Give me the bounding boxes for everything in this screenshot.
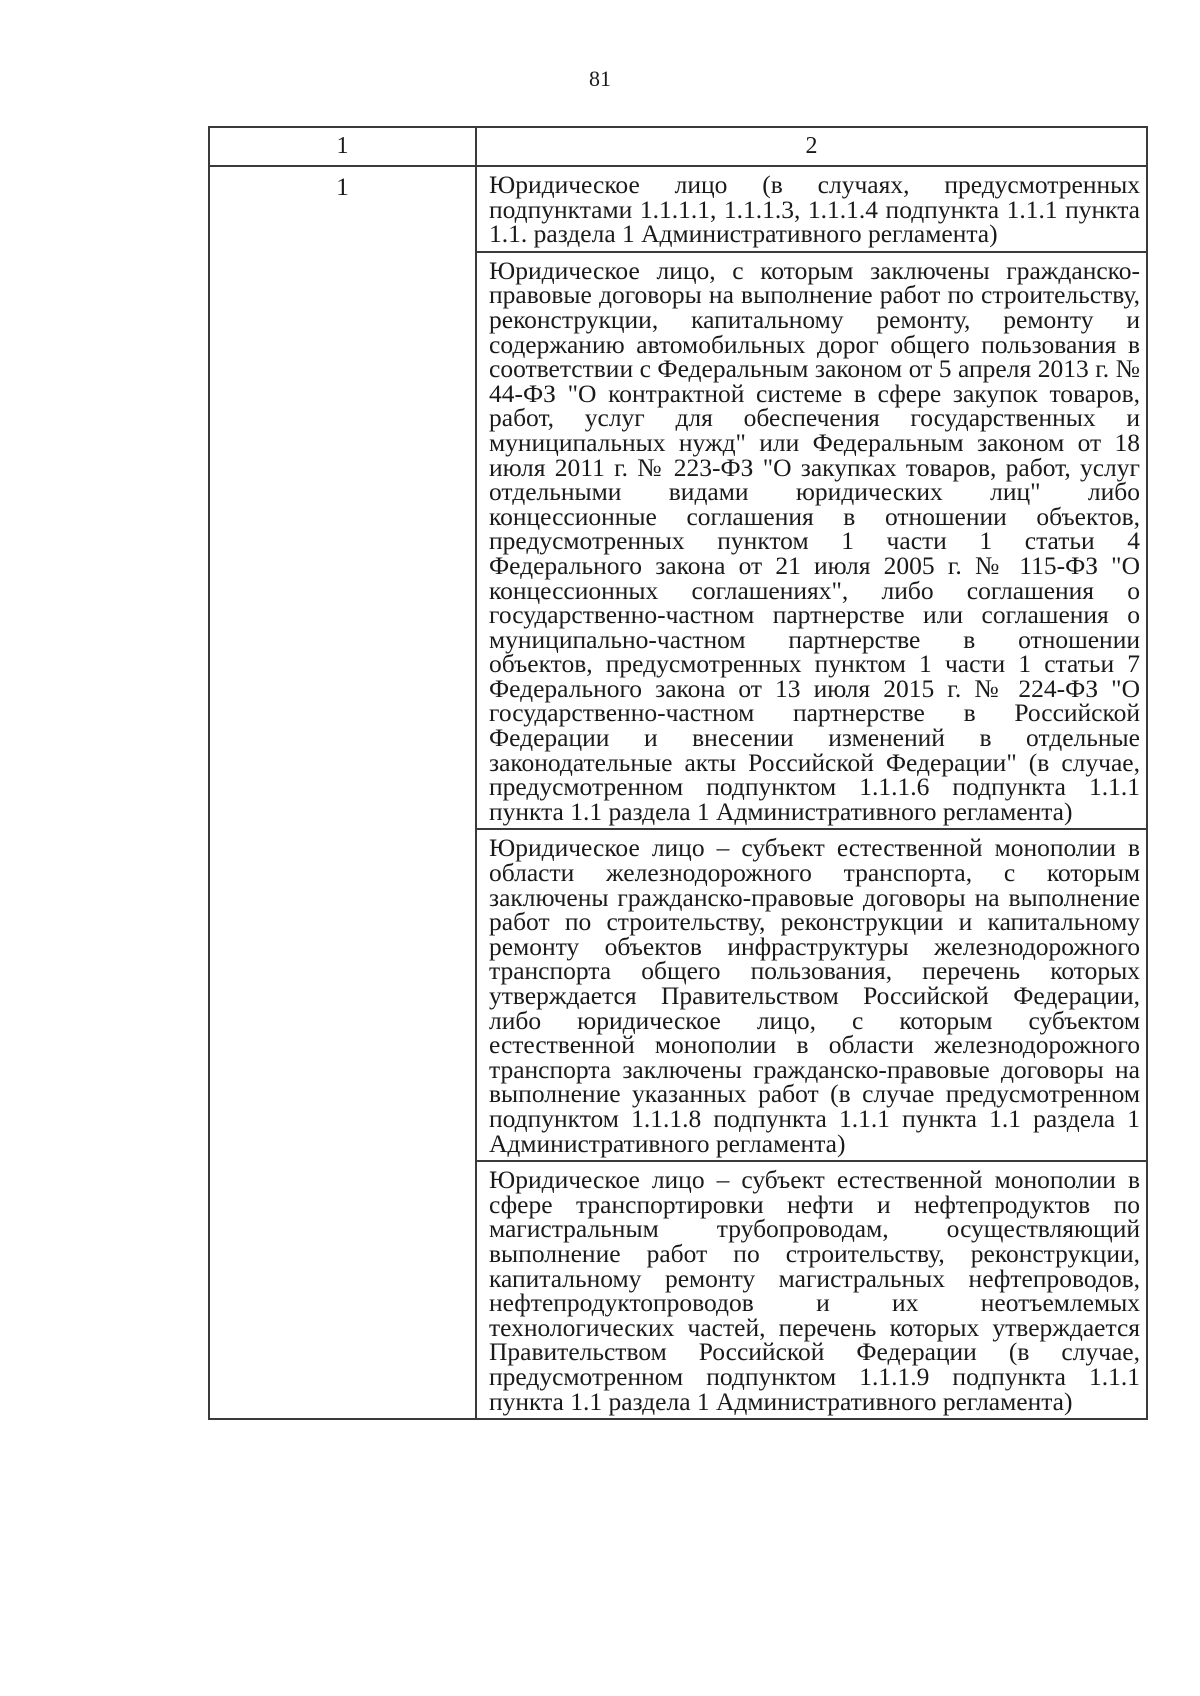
- applicant-entries-cell: [476, 166, 1147, 1419]
- table-row: [209, 166, 1147, 1419]
- table-header-row: [209, 127, 1147, 166]
- applicant-entry: Юридическое лицо, с которым заключены гражданско-правовые договоры на выполнение работ по строительству, реконструкции, капитальному ремонту, ремонту и содержанию автомобильных дорог общего пользования в соответствии с Федеральным законом от 5 апреля 2013 г. № 44-ФЗ "О контрактной системе в сфере закупок товаров, работ, услуг для обеспечения государственных и муниципальных нужд" или Федеральным законом от 18 июля 2011 г. № 223-ФЗ "О закупках товаров, работ, услуг отдельными видами юридических лиц" либо концессионные соглашения в отношении объектов, предусмотренных пунктом 1 части 1 статьи 4 Федерального закона от 21 июля 2005 г. № 115-ФЗ "О концессионных соглашениях", либо соглашения о государственно-частном партнерстве или соглашения о муниципально-частном партнерстве в отношении объектов, предусмотренных пунктом 1 части 1 статьи 7 Федерального закона от 13 июля 2015 г. № 224-ФЗ "О государственно-частном партнерстве в Российской Федерации и внесении изменений в отдельные законодательные акты Российской Федерации" (в случае, предусмотренном подпунктом 1.1.1.6 подпункта 1.1.1 пункта 1.1 раздела 1 Административного регламента): [477, 251, 1146, 829]
- applicant-entry: Юридическое лицо – субъект естественной монополии в области железнодорожного транспорта, с которым заключены гражданско-правовые договоры на выполнение работ по строительству, реконструкции и капитальному ремонту объектов инфраструктуры железнодорожного транспорта общего пользования, перечень которых утверждается Правительством Российской Федерации, либо юридическое лицо, с которым субъектом естественной монополии в области железнодорожного транспорта заключены гражданско-правовые договоры на выполнение указанных работ (в случае предусмотренном подпунктом 1.1.1.8 подпункта 1.1.1 пункта 1.1 раздела 1 Административного регламента): [477, 828, 1146, 1160]
- applicant-entry: Юридическое лицо – субъект естественной монополии в сфере транспортировки нефти и нефтепродуктов по магистральным трубопроводам, осуществляющий выполнение работ по строительству, реконструкции, капитальному ремонту магистральных нефтепроводов, нефтепродуктопроводов и их неотъемлемых технологических частей, перечень которых утверждается Правительством Российской Федерации (в случае, предусмотренном подпунктом 1.1.1.9 подпункта 1.1.1 пункта 1.1 раздела 1 Административного регламента): [477, 1160, 1146, 1418]
- row-number: 1: [209, 166, 476, 1419]
- applicants-table: [208, 126, 1148, 1420]
- applicant-entry: Юридическое лицо (в случаях, предусмотренных подпунктами 1.1.1.1, 1.1.1.3, 1.1.1.4 подпункта 1.1.1 пункта 1.1. раздела 1 Административного регламента): [489, 170, 1140, 249]
- column-header-1: 1: [209, 127, 476, 166]
- column-header-2: 2: [476, 127, 1147, 166]
- page-number: 81: [589, 66, 611, 91]
